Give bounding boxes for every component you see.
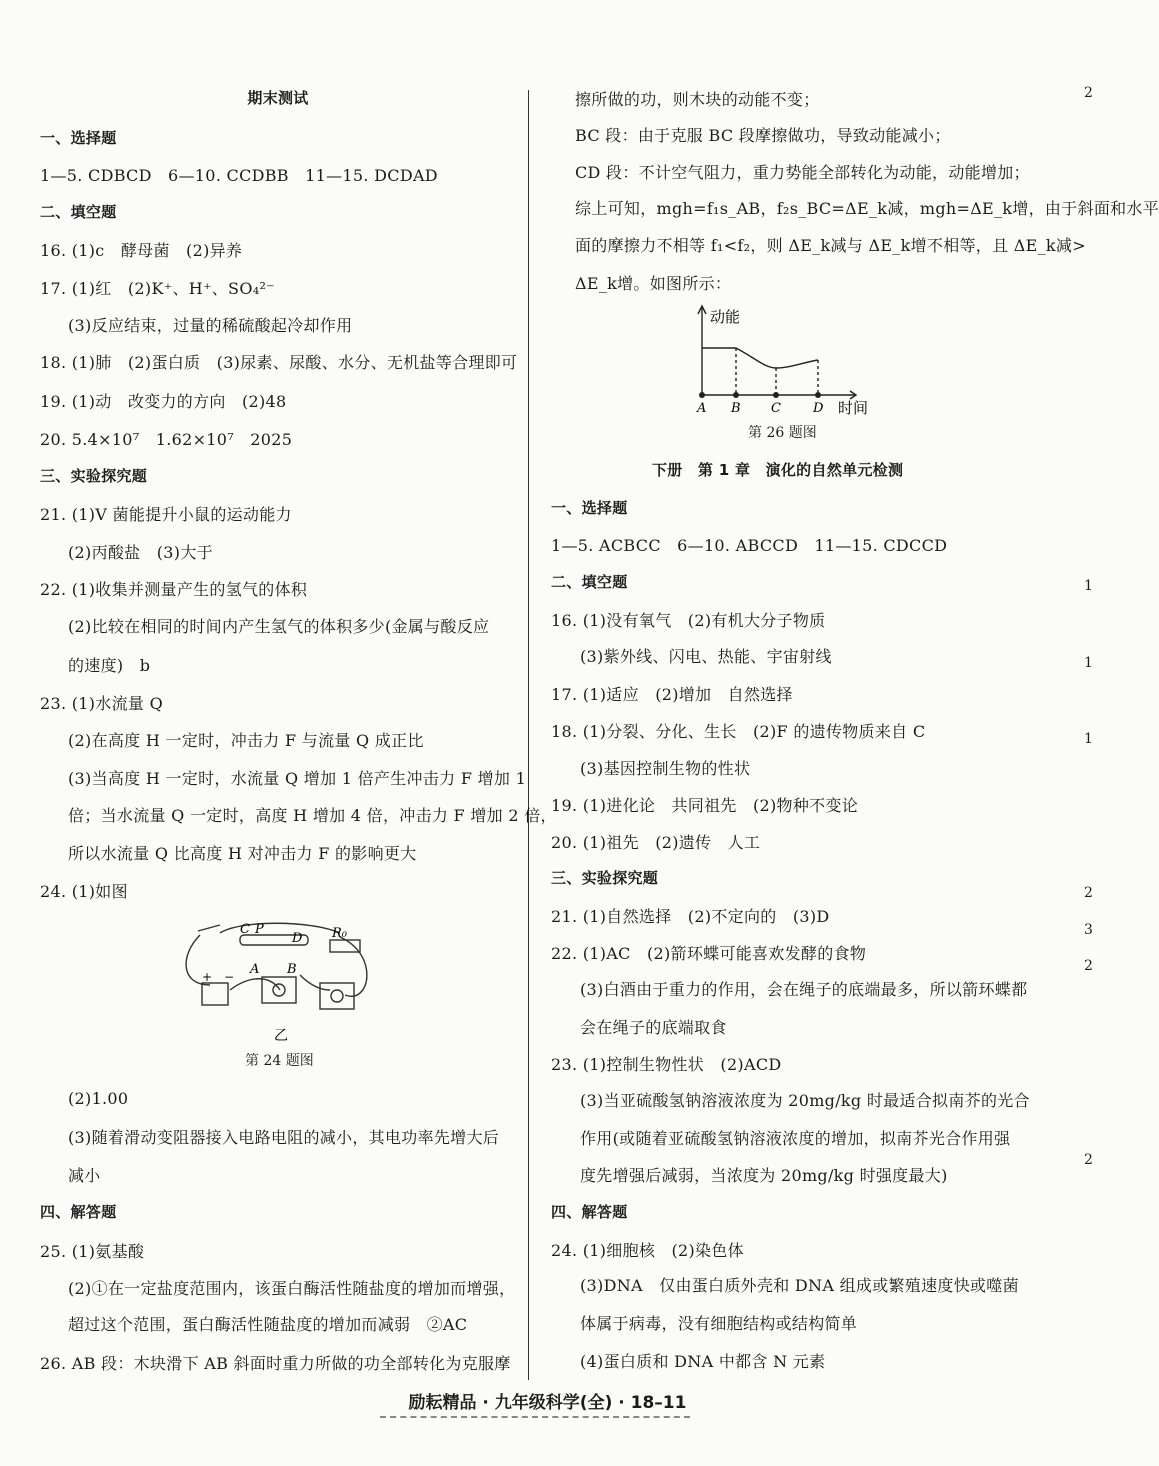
column-divider xyxy=(528,90,529,1380)
answer-line: 22. (1)收集并测量产生的氢气的体积 xyxy=(40,580,308,599)
answer-line: (2)丙酸盐 (3)大于 xyxy=(68,543,213,562)
answer-line: 23. (1)水流量 Q xyxy=(40,694,163,713)
answer-line: 25. (1)氨基酸 xyxy=(40,1242,145,1261)
energy-time-graph xyxy=(680,300,880,420)
answer-line: 1—5. ACBCC 6—10. ABCCD 11—15. CDCCD xyxy=(551,536,948,555)
edge-glyph: 3 xyxy=(1084,922,1093,938)
answer-line: 作用(或随着亚硫酸氢钠溶液浓度的增加，拟南芥光合作用强 xyxy=(580,1129,1011,1148)
answer-line: 综上可知，mgh=f₁s_AB，f₂s_BC=ΔE_k减，mgh=ΔE_k增，由于斜面和水平 xyxy=(575,199,1159,218)
page-footer: 励耘精品 · 九年级科学(全) · 18–11 xyxy=(408,1393,687,1413)
section-heading: 三、实验探究题 xyxy=(40,467,148,485)
section-heading: 二、填空题 xyxy=(40,203,117,221)
answer-line: 所以水流量 Q 比高度 H 对冲击力 F 的影响更大 xyxy=(68,844,417,863)
label-plus: + xyxy=(202,970,213,984)
figure-caption: 第 26 题图 xyxy=(748,425,817,441)
label-minus: − xyxy=(224,970,235,984)
answer-line: 19. (1)进化论 共同祖先 (2)物种不变论 xyxy=(551,796,859,815)
wire xyxy=(230,979,280,990)
edge-glyph: 2 xyxy=(1084,85,1093,101)
wire xyxy=(220,923,340,933)
answer-line: 26. AB 段：木块滑下 AB 斜面时重力所做的功全部转化为克服摩 xyxy=(40,1354,511,1373)
section-heading: 一、选择题 xyxy=(551,499,628,517)
voltmeter xyxy=(262,977,296,1003)
label-yi: 乙 xyxy=(274,1028,288,1044)
answer-line: 16. (1)没有氧气 (2)有机大分子物质 xyxy=(551,611,826,630)
answer-line: (2)①在一定盐度范围内，该蛋白酶活性随盐度的增加而增强， xyxy=(68,1279,516,1298)
answer-line: 20. 5.4×10⁷ 1.62×10⁷ 2025 xyxy=(40,430,293,449)
circuit-diagram xyxy=(180,915,380,1045)
section-heading: 一、选择题 xyxy=(40,129,117,147)
answer-line: (3)随着滑动变阻器接入电路电阻的减小，其电功率先增大后 xyxy=(68,1128,500,1147)
answer-line: BC 段：由于克服 BC 段摩擦做功，导致动能减小； xyxy=(575,126,951,145)
label-d: D xyxy=(292,931,303,946)
tick-c: C xyxy=(771,401,781,416)
section-heading: 三、实验探究题 xyxy=(551,869,659,887)
answer-line: 17. (1)红 (2)K⁺、H⁺、SO₄²⁻ xyxy=(40,279,275,298)
answer-line: 21. (1)V 菌能提升小鼠的运动能力 xyxy=(40,505,292,524)
answer-line: 擦所做的功，则木块的动能不变； xyxy=(575,90,820,109)
answer-line: (3)紫外线、闪电、热能、宇宙射线 xyxy=(580,647,832,666)
answer-line: (2)比较在相同的时间内产生氢气的体积多少(金属与酸反应 xyxy=(68,617,490,636)
page-title: 期末测试 xyxy=(247,89,309,107)
answer-line: (3)基因控制生物的性状 xyxy=(580,759,751,778)
answer-line: 超过这个范围，蛋白酶活性随盐度的增加而减弱 ②AC xyxy=(68,1315,468,1334)
answer-line: 倍；当水流量 Q 一定时，高度 H 增加 4 倍，冲击力 F 增加 2 倍， xyxy=(68,806,557,825)
answer-line: 18. (1)肺 (2)蛋白质 (3)尿素、尿酸、水分、无机盐等合理即可 xyxy=(40,353,518,372)
chapter-title: 下册 第 1 章 演化的自然单元检测 xyxy=(652,461,904,479)
tick-b: B xyxy=(731,401,741,416)
label-b: B xyxy=(287,962,297,977)
answer-line: 24. (1)细胞核 (2)染色体 xyxy=(551,1241,744,1260)
tick-d: D xyxy=(813,401,824,416)
section-heading: 二、填空题 xyxy=(551,573,628,591)
answer-line: (3)白酒由于重力的作用，会在绳子的底端最多，所以箭环蝶都 xyxy=(580,980,1028,999)
answer-line: 23. (1)控制生物性状 (2)ACD xyxy=(551,1055,782,1074)
edge-glyph: 2 xyxy=(1084,885,1093,901)
answer-line: (3)当亚硫酸氢钠溶液浓度为 20mg/kg 时最适合拟南芥的光合 xyxy=(580,1091,1030,1110)
answer-line: (3)反应结束，过量的稀硫酸起冷却作用 xyxy=(68,316,353,335)
point-d xyxy=(815,392,821,398)
battery xyxy=(202,983,228,1005)
answer-line: (4)蛋白质和 DNA 中都含 N 元素 xyxy=(580,1352,826,1371)
edge-glyph: 2 xyxy=(1084,958,1093,974)
answer-line: 体属于病毒，没有细胞结构或结构简单 xyxy=(580,1314,858,1333)
section-heading: 四、解答题 xyxy=(551,1203,628,1221)
energy-curve xyxy=(702,348,818,368)
edge-glyph: 1 xyxy=(1084,578,1093,594)
answer-line: 22. (1)AC (2)箭环蝶可能喜欢发酵的食物 xyxy=(551,944,867,963)
answer-line: 会在绳子的底端取食 xyxy=(580,1018,727,1037)
point-a xyxy=(699,392,705,398)
answer-line: 度先增强后减弱，当浓度为 20mg/kg 时强度最大) xyxy=(580,1166,948,1185)
edge-glyph: 2 xyxy=(1084,1152,1093,1168)
point-b xyxy=(733,392,739,398)
point-c xyxy=(773,392,779,398)
answer-line: 1—5. CDBCD 6—10. CCDBB 11—15. DCDAD xyxy=(40,166,438,185)
answer-line: 的速度) b xyxy=(68,656,151,675)
switch xyxy=(198,925,220,931)
resistor-r0 xyxy=(330,940,360,952)
answer-line: 24. (1)如图 xyxy=(40,882,128,901)
y-label: 动能 xyxy=(710,308,741,326)
edge-glyph: 1 xyxy=(1084,731,1093,747)
footer-rule xyxy=(380,1416,690,1418)
answer-line: (3)DNA 仅由蛋白质外壳和 DNA 组成或繁殖速度快或噬菌 xyxy=(580,1276,1019,1295)
label-c: C xyxy=(240,922,250,937)
answer-line: 20. (1)祖先 (2)遗传 人工 xyxy=(551,833,761,852)
label-r0: R₀ xyxy=(332,926,347,941)
answer-line: 21. (1)自然选择 (2)不定向的 (3)D xyxy=(551,907,830,926)
x-label: 时间 xyxy=(838,399,869,417)
answer-line: (3)当高度 H 一定时，水流量 Q 增加 1 倍产生冲击力 F 增加 1 xyxy=(68,769,527,788)
answer-line: (2)1.00 xyxy=(68,1089,129,1108)
answer-line: 面的摩擦力不相等 f₁<f₂，则 ΔE_k减与 ΔE_k增不相等，且 ΔE_k减> xyxy=(575,236,1086,255)
label-a: A xyxy=(250,962,260,977)
tick-a: A xyxy=(697,401,707,416)
answer-line: 17. (1)适应 (2)增加 自然选择 xyxy=(551,685,793,704)
section-heading: 四、解答题 xyxy=(40,1203,117,1221)
answer-line: 减小 xyxy=(68,1166,101,1185)
figure-caption: 第 24 题图 xyxy=(245,1053,314,1069)
answer-line: 18. (1)分裂、分化、生长 (2)F 的遗传物质来自 C xyxy=(551,722,926,741)
answer-line: 19. (1)动 改变力的方向 (2)48 xyxy=(40,392,287,411)
edge-glyph: 1 xyxy=(1084,655,1093,671)
answer-line: CD 段：不计空气阻力，重力势能全部转化为动能，动能增加； xyxy=(575,163,1030,182)
label-p: P xyxy=(255,922,264,937)
answer-line: 16. (1)c 酵母菌 (2)异养 xyxy=(40,241,243,260)
answer-line: ΔE_k增。如图所示： xyxy=(575,274,732,293)
answer-line: (2)在高度 H 一定时，冲击力 F 与流量 Q 成正比 xyxy=(68,731,424,750)
